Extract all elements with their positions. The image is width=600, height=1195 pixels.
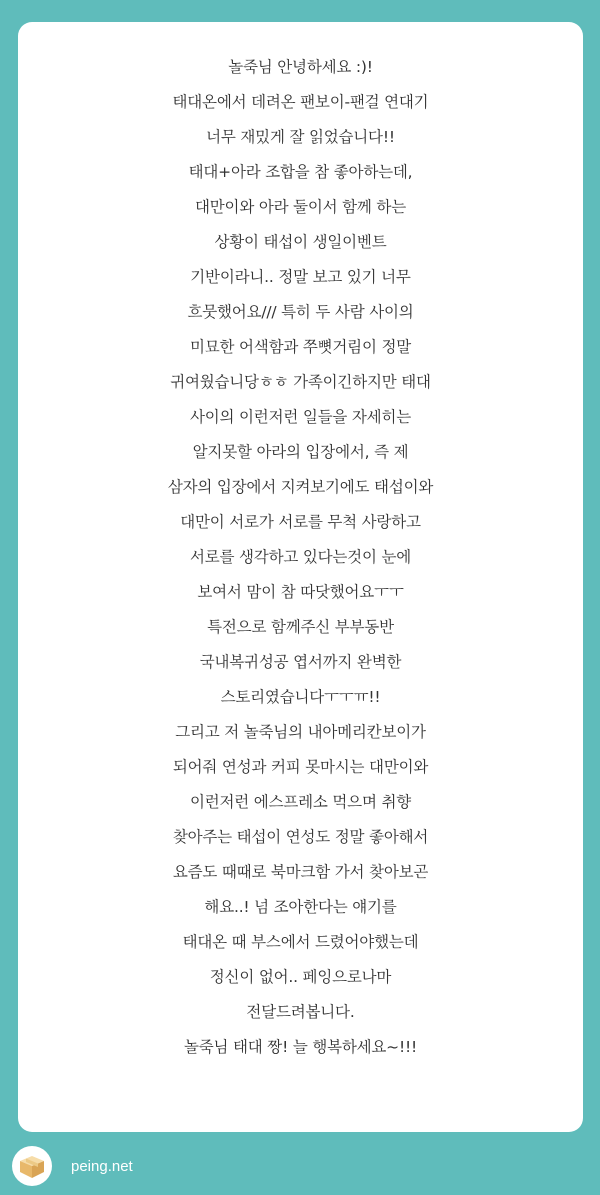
message-line: 태대온에서 데려온 팬보이-팬걸 연대기: [172, 93, 429, 111]
message-line: 상황이 태섭이 생일이벤트: [214, 233, 387, 251]
message-line: 귀여웠습니당ㅎㅎ 가족이긴하지만 태대: [170, 373, 431, 391]
message-line: 태대온 때 부스에서 드렸어야했는데: [182, 933, 419, 951]
message-line: 대만이와 아라 둘이서 함께 하는: [195, 198, 406, 216]
message-line: 대만이 서로가 서로를 무척 사랑하고: [180, 513, 421, 531]
message-line: 흐뭇했어요/// 특히 두 사람 사이의: [187, 303, 414, 321]
message-line: 요즘도 때때로 북마크함 가서 찾아보곤: [172, 863, 429, 881]
message-line: 삼자의 입장에서 지켜보기에도 태섭이와: [167, 478, 434, 496]
message-line: 놀죽님 태대 짱! 늘 행복하세요~!!!: [183, 1038, 418, 1056]
message-card: [18, 22, 583, 1132]
message-line: 스토리였습니다ㅜㅜㅠ!!: [220, 688, 381, 706]
message-line: 그리고 저 놀죽님의 내아메리칸보이가: [175, 723, 426, 741]
message-line: 정신이 없어.. 페잉으로나마: [209, 968, 392, 986]
message-body: [18, 50, 583, 1065]
message-line: 기반이라니.. 정말 보고 있기 너무: [190, 268, 411, 286]
message-line: 국내복귀성공 엽서까지 완벽한: [199, 653, 402, 671]
brand-link[interactable]: peing.net: [71, 1157, 133, 1175]
message-line: 너무 재밌게 잘 읽었습니다!!: [206, 128, 395, 146]
peing-logo[interactable]: [12, 1146, 52, 1186]
message-line: 미묘한 어색함과 쭈뼛거림이 정말: [189, 338, 411, 356]
message-line: 사이의 이런저런 일들을 자세히는: [189, 408, 411, 426]
message-line: 해요..! 넘 조아한다는 얘기를: [204, 898, 397, 916]
message-line: 보여서 맘이 참 따닷했어요ㅜㅜ: [197, 583, 404, 601]
message-line: 놀죽님 안녕하세요 :)!: [228, 58, 373, 76]
message-line: 전달드려봅니다.: [246, 1003, 355, 1021]
message-line: 특전으로 함께주신 부부동반: [207, 618, 394, 636]
message-line: 알지못할 아라의 입장에서, 즉 제: [192, 443, 409, 461]
footer: [12, 1145, 133, 1187]
message-line: 되어줘 연성과 커피 못마시는 대만이와: [172, 758, 429, 776]
message-line: 이런저런 에스프레소 먹으며 취향: [189, 793, 411, 811]
message-line: 태대+아라 조합을 참 좋아하는데,: [188, 163, 413, 181]
box-icon: [17, 1151, 47, 1181]
message-line: 찾아주는 태섭이 연성도 정말 좋아해서: [172, 828, 429, 846]
message-line: 서로를 생각하고 있다는것이 눈에: [189, 548, 411, 566]
